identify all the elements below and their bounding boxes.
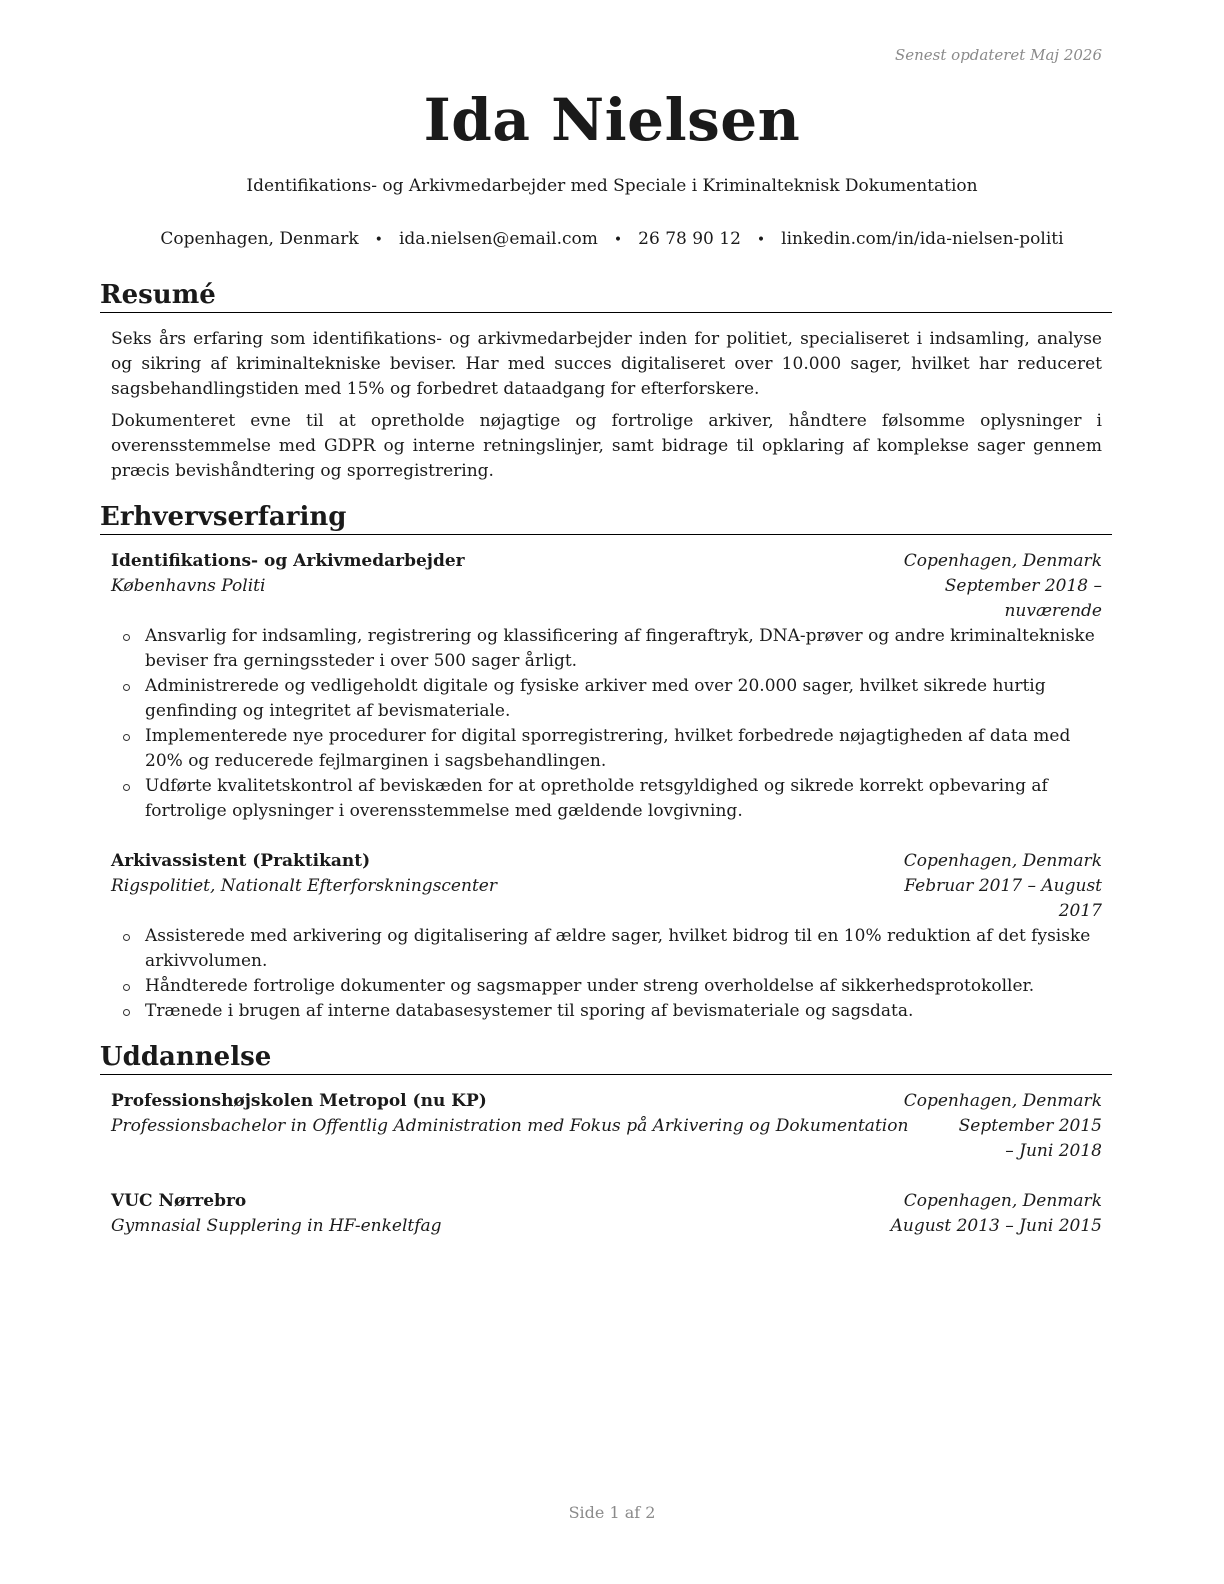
- school-name: Professionshøjskolen Metropol (nu KP): [111, 1091, 487, 1111]
- education-entry: [111, 1189, 1102, 1239]
- contact-line: [0, 229, 1224, 249]
- list-item: Ansvarlig for indsamling, registrering og klassificering af fingeraftryk, DNA-prøver og andre kriminaltekniske beviser fra gerningssteder i over 500 sager årligt.: [111, 624, 1102, 674]
- contact-separator: •: [613, 232, 623, 248]
- job-location: Copenhagen, Denmark: [903, 551, 1102, 571]
- page-number: Side 1 af 2: [568, 1503, 656, 1522]
- contact-linkedin[interactable]: linkedin.com/in/ida-nielsen-politi: [781, 229, 1064, 249]
- summary-paragraph: Dokumenteret evne til at opretholde nøjagtige og fortrolige arkiver, håndtere følsomme oplysninger i overensstemmelse med GDPR og interne retningslinjer, samt bidrage til opklaring af komplekse sager gennem præcis bevishåndtering og sporregistrering.: [111, 411, 1102, 481]
- degree-name: Gymnasial Supplering in HF-enkeltfag: [111, 1216, 442, 1236]
- list-item: Håndterede fortrolige dokumenter og sagsmapper under streng overholdelse af sikkerhedsprotokoller.: [111, 974, 1102, 999]
- list-item: Udførte kvalitetskontrol af beviskæden for at opretholde retsgyldighed og sikrede korrekt opbevaring af fortrolige oplysninger i overensstemmelse med gældende lovgivning.: [111, 774, 1102, 824]
- section-title-education: Uddannelse: [100, 1042, 1112, 1075]
- contact-phone: 26 78 90 12: [638, 229, 741, 249]
- contact-email[interactable]: ida.nielsen@email.com: [398, 229, 598, 249]
- degree-name: Professionsbachelor in Offentlig Administration med Fokus på Arkivering og Dokumentation: [111, 1116, 909, 1136]
- section-title-summary: Resumé: [100, 280, 1112, 313]
- school-location: Copenhagen, Denmark: [903, 1091, 1102, 1111]
- job-role: Arkivassistent (Praktikant): [111, 851, 371, 871]
- list-item: Administrerede og vedligeholdt digitale og fysiske arkiver med over 20.000 sager, hvilket sikrede hurtig genfinding og integritet af bevismateriale.: [111, 674, 1102, 724]
- job-bullets: [111, 624, 1102, 824]
- education-entry: [111, 1089, 1102, 1164]
- list-item: Trænede i brugen af interne databasesystemer til sporing af bevismateriale og sagsdata.: [111, 999, 1102, 1024]
- professional-title: Identifikations- og Arkivmedarbejder med Speciale i Kriminalteknisk Dokumentation: [246, 176, 978, 196]
- last-updated: Senest opdateret Maj 2026: [894, 46, 1102, 64]
- education-dates: September 2015 – Juni 2018: [958, 1116, 1102, 1161]
- list-item: Implementerede nye procedurer for digital sporregistrering, hvilket forbedrede nøjagtigheden af data med 20% og reducerede fejlmarginen i sagsbehandlingen.: [111, 724, 1102, 774]
- job-bullets: [111, 924, 1102, 1024]
- job-dates: September 2018 – nuværende: [944, 576, 1102, 621]
- job-dates: Februar 2017 – August 2017: [904, 876, 1102, 921]
- section-title-experience: Erhvervserfaring: [100, 502, 1112, 535]
- contact-separator: •: [374, 232, 383, 248]
- job-organization: Københavns Politi: [111, 576, 266, 596]
- education-dates: August 2013 – Juni 2015: [890, 1216, 1102, 1236]
- school-name: VUC Nørrebro: [111, 1191, 247, 1211]
- resume-body: [100, 280, 1112, 1239]
- contact-location: Copenhagen, Denmark: [160, 229, 359, 249]
- list-item: Assisterede med arkivering og digitalisering af ældre sager, hvilket bidrog til en 10% reduktion af det fysiske arkivvolumen.: [111, 924, 1102, 974]
- summary-paragraph: Seks års erfaring som identifikations- og arkivmedarbejder inden for politiet, specialiseret i indsamling, analyse og sikring af kriminaltekniske beviser. Har med succes digitaliseret over 10.000 sager, hvilket har reduceret sagsbehandlingstiden med 15% og forbedret dataadgang for efterforskere.: [111, 329, 1102, 399]
- job-entry: [111, 849, 1102, 1024]
- job-entry: [111, 549, 1102, 824]
- job-location: Copenhagen, Denmark: [903, 851, 1102, 871]
- school-location: Copenhagen, Denmark: [903, 1191, 1102, 1211]
- contact-separator: •: [756, 232, 766, 248]
- candidate-name: Ida Nielsen: [423, 86, 801, 154]
- job-organization: Rigspolitiet, Nationalt Efterforskningscenter: [111, 876, 497, 896]
- job-role: Identifikations- og Arkivmedarbejder: [111, 551, 465, 571]
